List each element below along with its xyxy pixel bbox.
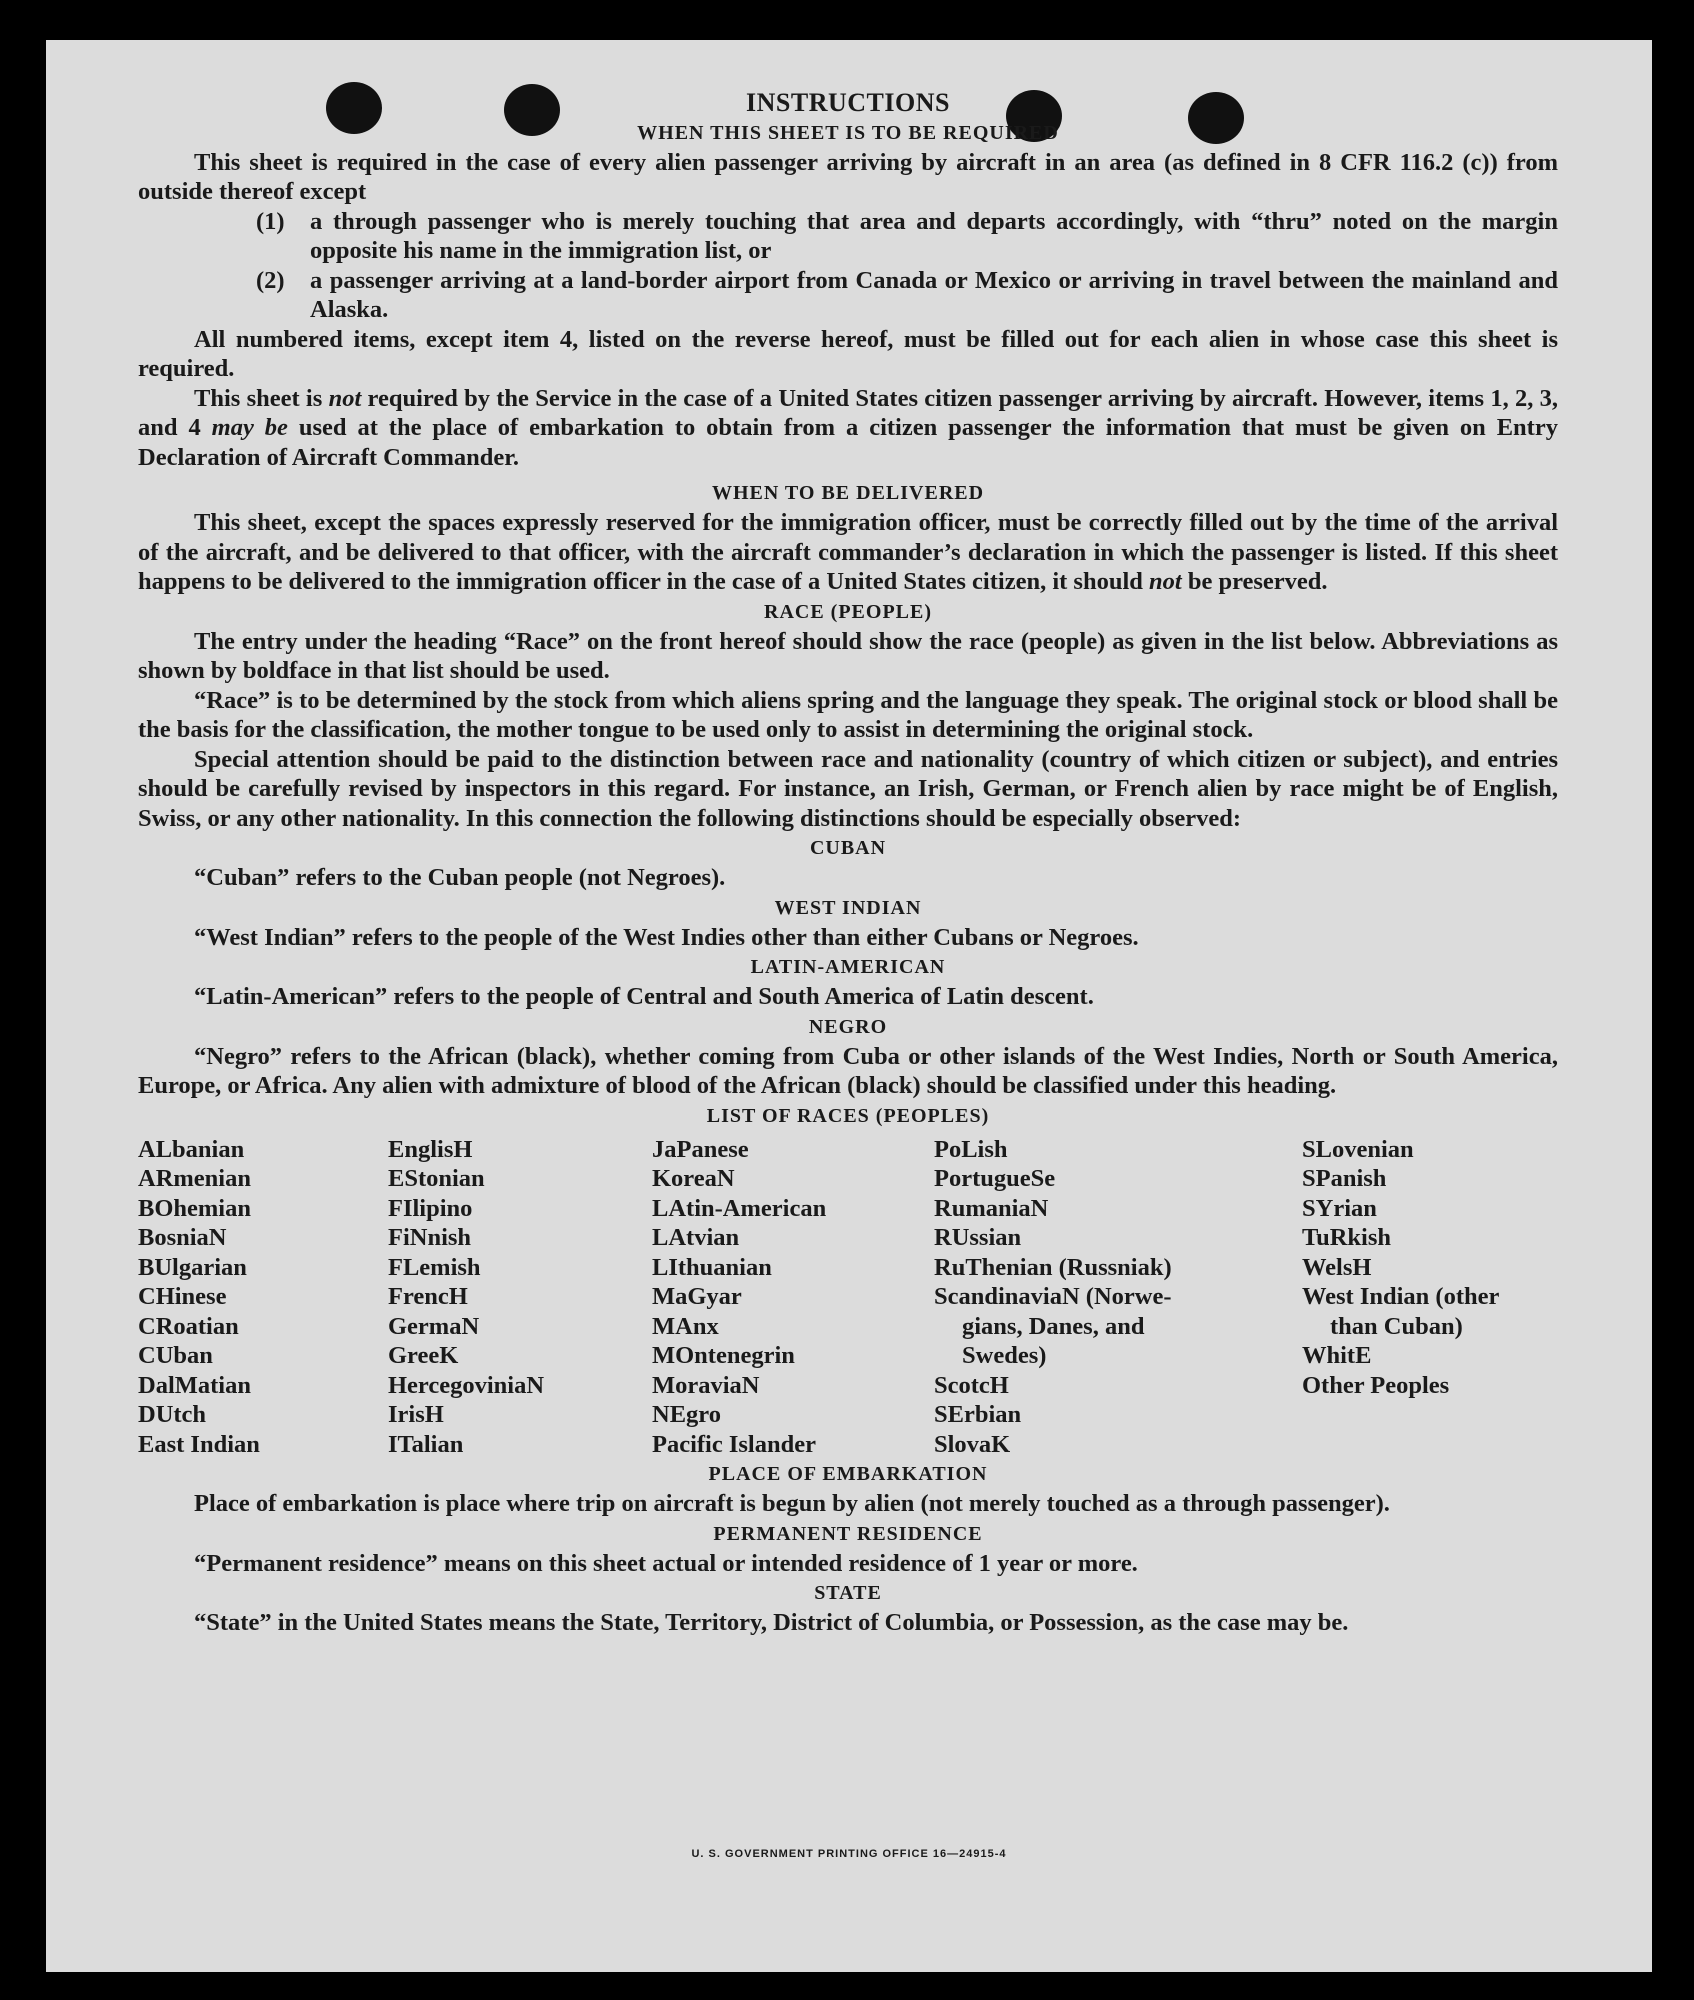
item-text: a passenger arriving at a land-border airport from Canada or Mexico or arriving in travel between the mainland and Alaska. — [310, 266, 1558, 323]
race-entry: CUban — [138, 1342, 213, 1369]
paragraph: “Race” is to be determined by the stock from which aliens spring and the language they speak. The original stock or blood shall be the basis for the classification, the mother tongue to be used only to assist in determining the original stock. — [138, 686, 1558, 743]
text-span: This sheet, except the spaces expressly reserved for the immigration officer, must be correctly filled out by the time of the arrival of the aircraft, and be delivered to that officer, with the aircraft commander’s declaration in which the passenger is listed. If this sheet happens to be delivered to the immigration officer in the case of a United States citizen, it should — [138, 509, 1558, 595]
race-entry: MaGyar — [652, 1283, 742, 1310]
page-title: INSTRUCTIONS — [746, 88, 950, 117]
race-entry: WelsH — [1302, 1253, 1372, 1281]
text-span: This sheet is — [194, 384, 329, 412]
race-entry: LAtvian — [652, 1224, 740, 1251]
race-entry: HercegoviniaN — [388, 1371, 545, 1399]
race-entry: MOntenegrin — [652, 1342, 795, 1369]
heading-west-indian: WEST INDIAN — [774, 896, 922, 919]
printer-imprint: U. S. GOVERNMENT PRINTING OFFICE 16—24915-4 — [691, 1848, 1007, 1860]
race-entry: PortugueSe — [934, 1165, 1056, 1192]
heading-negro: NEGRO — [808, 1015, 888, 1038]
paragraph — [138, 384, 1558, 473]
race-entry: NEgro — [652, 1401, 721, 1428]
race-entry: than Cuban) — [1330, 1312, 1463, 1340]
race-entry: KoreaN — [652, 1165, 735, 1192]
race-entry: GreeK — [388, 1342, 459, 1369]
race-entry: SYrian — [1302, 1194, 1377, 1222]
italic-text: not — [1149, 568, 1182, 595]
races-list — [138, 1135, 1558, 1460]
instructions-content — [138, 88, 1558, 1638]
races-column — [1302, 1135, 1558, 1460]
race-entry: BUlgarian — [138, 1253, 247, 1281]
paragraph: “Latin-American” refers to the people of Central and South America of Latin descent. — [194, 983, 1094, 1010]
paragraph: “State” in the United States means the State, Territory, District of Columbia, or Possession, as the case may be. — [194, 1609, 1349, 1636]
race-entry: ScandinaviaN (Norwe- — [934, 1283, 1172, 1310]
race-entry: LAtin-American — [652, 1194, 827, 1222]
race-entry: DUtch — [138, 1401, 207, 1428]
heading-latin-american: LATIN-AMERICAN — [750, 956, 946, 978]
item-number: (2) — [256, 266, 285, 294]
paragraph — [138, 508, 1558, 597]
races-column — [388, 1135, 652, 1460]
race-entry: FIlipino — [388, 1194, 473, 1222]
race-entry: EStonian — [388, 1165, 485, 1192]
paragraph: Place of embarkation is place where trip on aircraft is begun by alien (not merely touched as a through passenger). — [194, 1490, 1390, 1517]
item-number: (1) — [256, 207, 285, 235]
paragraph: This sheet is required in the case of every alien passenger arriving by aircraft in an area (as defined in 8 CFR 116.2 (c)) from outside thereof except — [138, 148, 1558, 205]
race-entry: MoraviaN — [652, 1371, 760, 1399]
text-span: be preserved. — [1181, 568, 1328, 595]
item-text: a through passenger who is merely touching that area and departs accordingly, with “thru” noted on the margin opposite his name in the immigration list, or — [310, 207, 1558, 264]
race-entry: SlovaK — [934, 1430, 1011, 1458]
race-entry: ALbanian — [138, 1135, 245, 1163]
race-entry: RuThenian (Russniak) — [934, 1253, 1172, 1281]
paragraph: Special attention should be paid to the distinction between race and nationality (country of which citizen or subject), and entries should be carefully revised by inspectors in this regard. For instance, an Irish, German, or French alien by race might be of English, Swiss, or any other nationality. In this connection the following distinctions should be especially observed: — [138, 745, 1558, 832]
heading-when-required: WHEN THIS SHEET IS TO BE REQUIRED — [637, 121, 1059, 144]
race-entry: Other Peoples — [1302, 1371, 1450, 1399]
italic-text: not — [328, 384, 362, 412]
race-entry: RUssian — [934, 1224, 1022, 1251]
race-entry: East Indian — [138, 1430, 260, 1458]
race-entry: ITalian — [388, 1430, 464, 1458]
race-entry: BosniaN — [138, 1224, 227, 1251]
race-entry: West Indian (other — [1302, 1283, 1500, 1310]
races-column — [934, 1135, 1302, 1460]
race-entry: ScotcH — [934, 1371, 1009, 1399]
text-span: required by the Service in the case of a United States citizen passenger arriving by aircraft. However, items 1, 2, 3, and 4 — [138, 384, 1559, 441]
heading-race: RACE (PEOPLE) — [764, 600, 932, 623]
races-column — [652, 1135, 934, 1460]
race-entry: Pacific Islander — [652, 1430, 816, 1458]
race-entry: TuRkish — [1302, 1224, 1392, 1251]
list-item — [256, 266, 1558, 325]
list-item — [256, 207, 1558, 266]
race-entry: DalMatian — [138, 1371, 251, 1399]
race-entry: SLovenian — [1302, 1135, 1414, 1163]
race-entry: IrisH — [388, 1401, 444, 1428]
race-entry: ARmenian — [138, 1165, 251, 1192]
race-entry: EnglisH — [388, 1135, 473, 1163]
heading-when-delivered: WHEN TO BE DELIVERED — [711, 482, 985, 504]
heading-cuban: CUBAN — [809, 837, 887, 859]
race-entry: MAnx — [652, 1312, 719, 1340]
paragraph: “West Indian” refers to the people of the West Indies other than either Cubans or Negroes. — [194, 923, 1139, 951]
paragraph: “Negro” refers to the African (black), whether coming from Cuba or other islands of the West Indies, North or South America, Europe, or Africa. Any alien with admixture of blood of the African (black) should be classified under this heading. — [138, 1042, 1558, 1099]
text-span: used at the place of embarkation to obtain from a citizen passenger the information that must be given on Entry Declaration of Aircraft Commander. — [138, 414, 1558, 471]
race-entry: CHinese — [138, 1283, 227, 1310]
race-entry: SErbian — [934, 1401, 1022, 1428]
race-entry: Swedes) — [962, 1342, 1047, 1369]
race-entry: FLemish — [388, 1253, 481, 1281]
race-entry: PoLish — [934, 1135, 1008, 1163]
document-sheet — [46, 40, 1652, 1972]
paragraph: All numbered items, except item 4, listed on the reverse hereof, must be filled out for each alien in whose case this sheet is required. — [138, 325, 1558, 382]
race-entry: GermaN — [388, 1312, 480, 1340]
race-entry: gians, Danes, and — [962, 1312, 1145, 1340]
italic-text: may be — [211, 414, 288, 441]
race-entry: SPanish — [1302, 1165, 1387, 1192]
heading-state: STATE — [814, 1582, 882, 1604]
race-entry: RumaniaN — [934, 1194, 1049, 1222]
paragraph: “Permanent residence” means on this sheet actual or intended residence of 1 year or more. — [194, 1549, 1138, 1577]
race-entry: FiNnish — [388, 1224, 472, 1251]
paragraph: The entry under the heading “Race” on the front hereof should show the race (people) as given in the list below. Abbreviations as shown by boldface in that list should be used. — [138, 627, 1558, 684]
race-entry: FrencH — [388, 1283, 468, 1310]
heading-list-of-races: LIST OF RACES (PEOPLES) — [706, 1104, 990, 1127]
race-entry: JaPanese — [652, 1135, 749, 1163]
race-entry: WhitE — [1302, 1342, 1372, 1369]
race-entry: LIthuanian — [652, 1253, 772, 1281]
race-entry: CRoatian — [138, 1312, 239, 1340]
race-entry: BOhemian — [138, 1194, 251, 1222]
heading-permanent-residence: PERMANENT RESIDENCE — [713, 1522, 983, 1545]
races-column — [138, 1135, 388, 1460]
heading-place-of-embarkation: PLACE OF EMBARKATION — [708, 1463, 988, 1485]
paragraph: “Cuban” refers to the Cuban people (not Negroes). — [194, 864, 726, 891]
